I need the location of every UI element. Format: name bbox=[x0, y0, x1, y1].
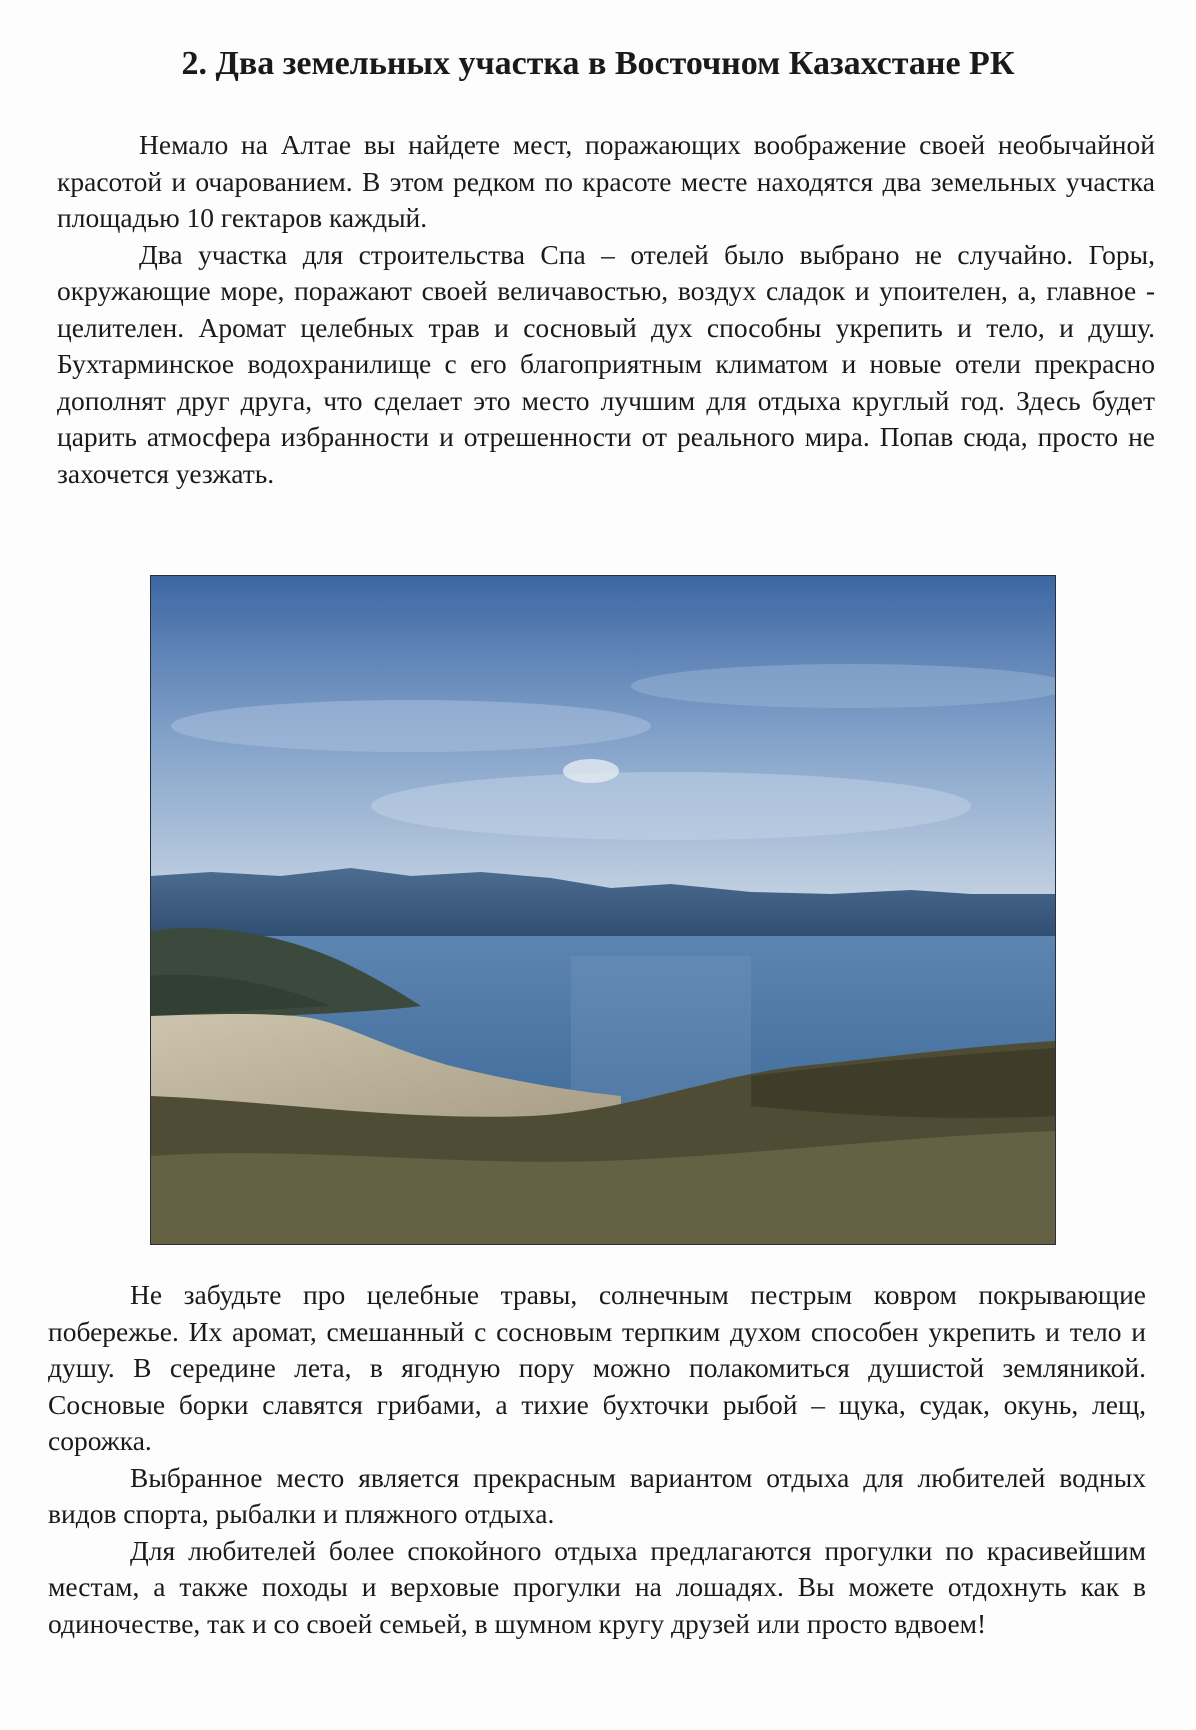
intro-paragraph: Два участка для строительства Спа – отелей было выбрано не случайно. Горы, окружающие море, поражают своей величавостью, воздух сладок и упоителен, а, главное - целителен. Аромат целебных трав и сосновый дух способны укрепить и тело, и душу. Бухтарминское водохранилище с его благоприятным климатом и новые отели прекрасно дополнят друг друга, что сделает это место лучшим для отдыха круглый год. Здесь будет царить атмосфера избранности и отрешенности от реального мира. Попав сюда, просто не захочется уезжать. bbox=[57, 238, 1155, 489]
page-title: 2. Два земельных участка в Восточном Казахстане РК bbox=[181, 45, 1015, 82]
cloud bbox=[563, 759, 619, 783]
landscape-photo bbox=[150, 575, 1056, 1245]
landscape-photo-icon bbox=[151, 576, 1055, 1244]
closing-text bbox=[48, 1277, 1146, 1642]
cloud bbox=[631, 664, 1055, 708]
cloud bbox=[171, 700, 651, 752]
closing-paragraph: Для любителей более спокойного отдыха предлагаются прогулки по красивейшим местам, а также походы и верховые прогулки на лошадях. Вы можете отдохнуть как в одиночестве, так и со своей семьей, в шумном кругу друзей или просто вдвоем! bbox=[48, 1534, 1146, 1639]
cloud bbox=[371, 772, 971, 840]
closing-paragraph: Выбранное место является прекрасным вариантом отдыха для любителей водных видов спорта, рыбалки и пляжного отдыха. bbox=[48, 1461, 1146, 1529]
intro-text bbox=[57, 127, 1155, 492]
intro-paragraph: Немало на Алтае вы найдете мест, поражающих воображение своей необычайной красотой и очарованием. В этом редком по красоте месте находятся два земельных участка площадью 10 гектаров каждый. bbox=[57, 129, 1155, 233]
closing-paragraph: Не забудьте про целебные травы, солнечным пестрым ковром покрывающие побережье. Их аромат, смешанный с сосновым терпким духом способен укрепить и тело и душу. В середине лета, в ягодную пору можно полакомиться душистой земляникой. Сосновые борки славятся грибами, а тихие бухточки рыбой – щука, судак, окунь, лещ, сорожка. bbox=[48, 1279, 1146, 1456]
